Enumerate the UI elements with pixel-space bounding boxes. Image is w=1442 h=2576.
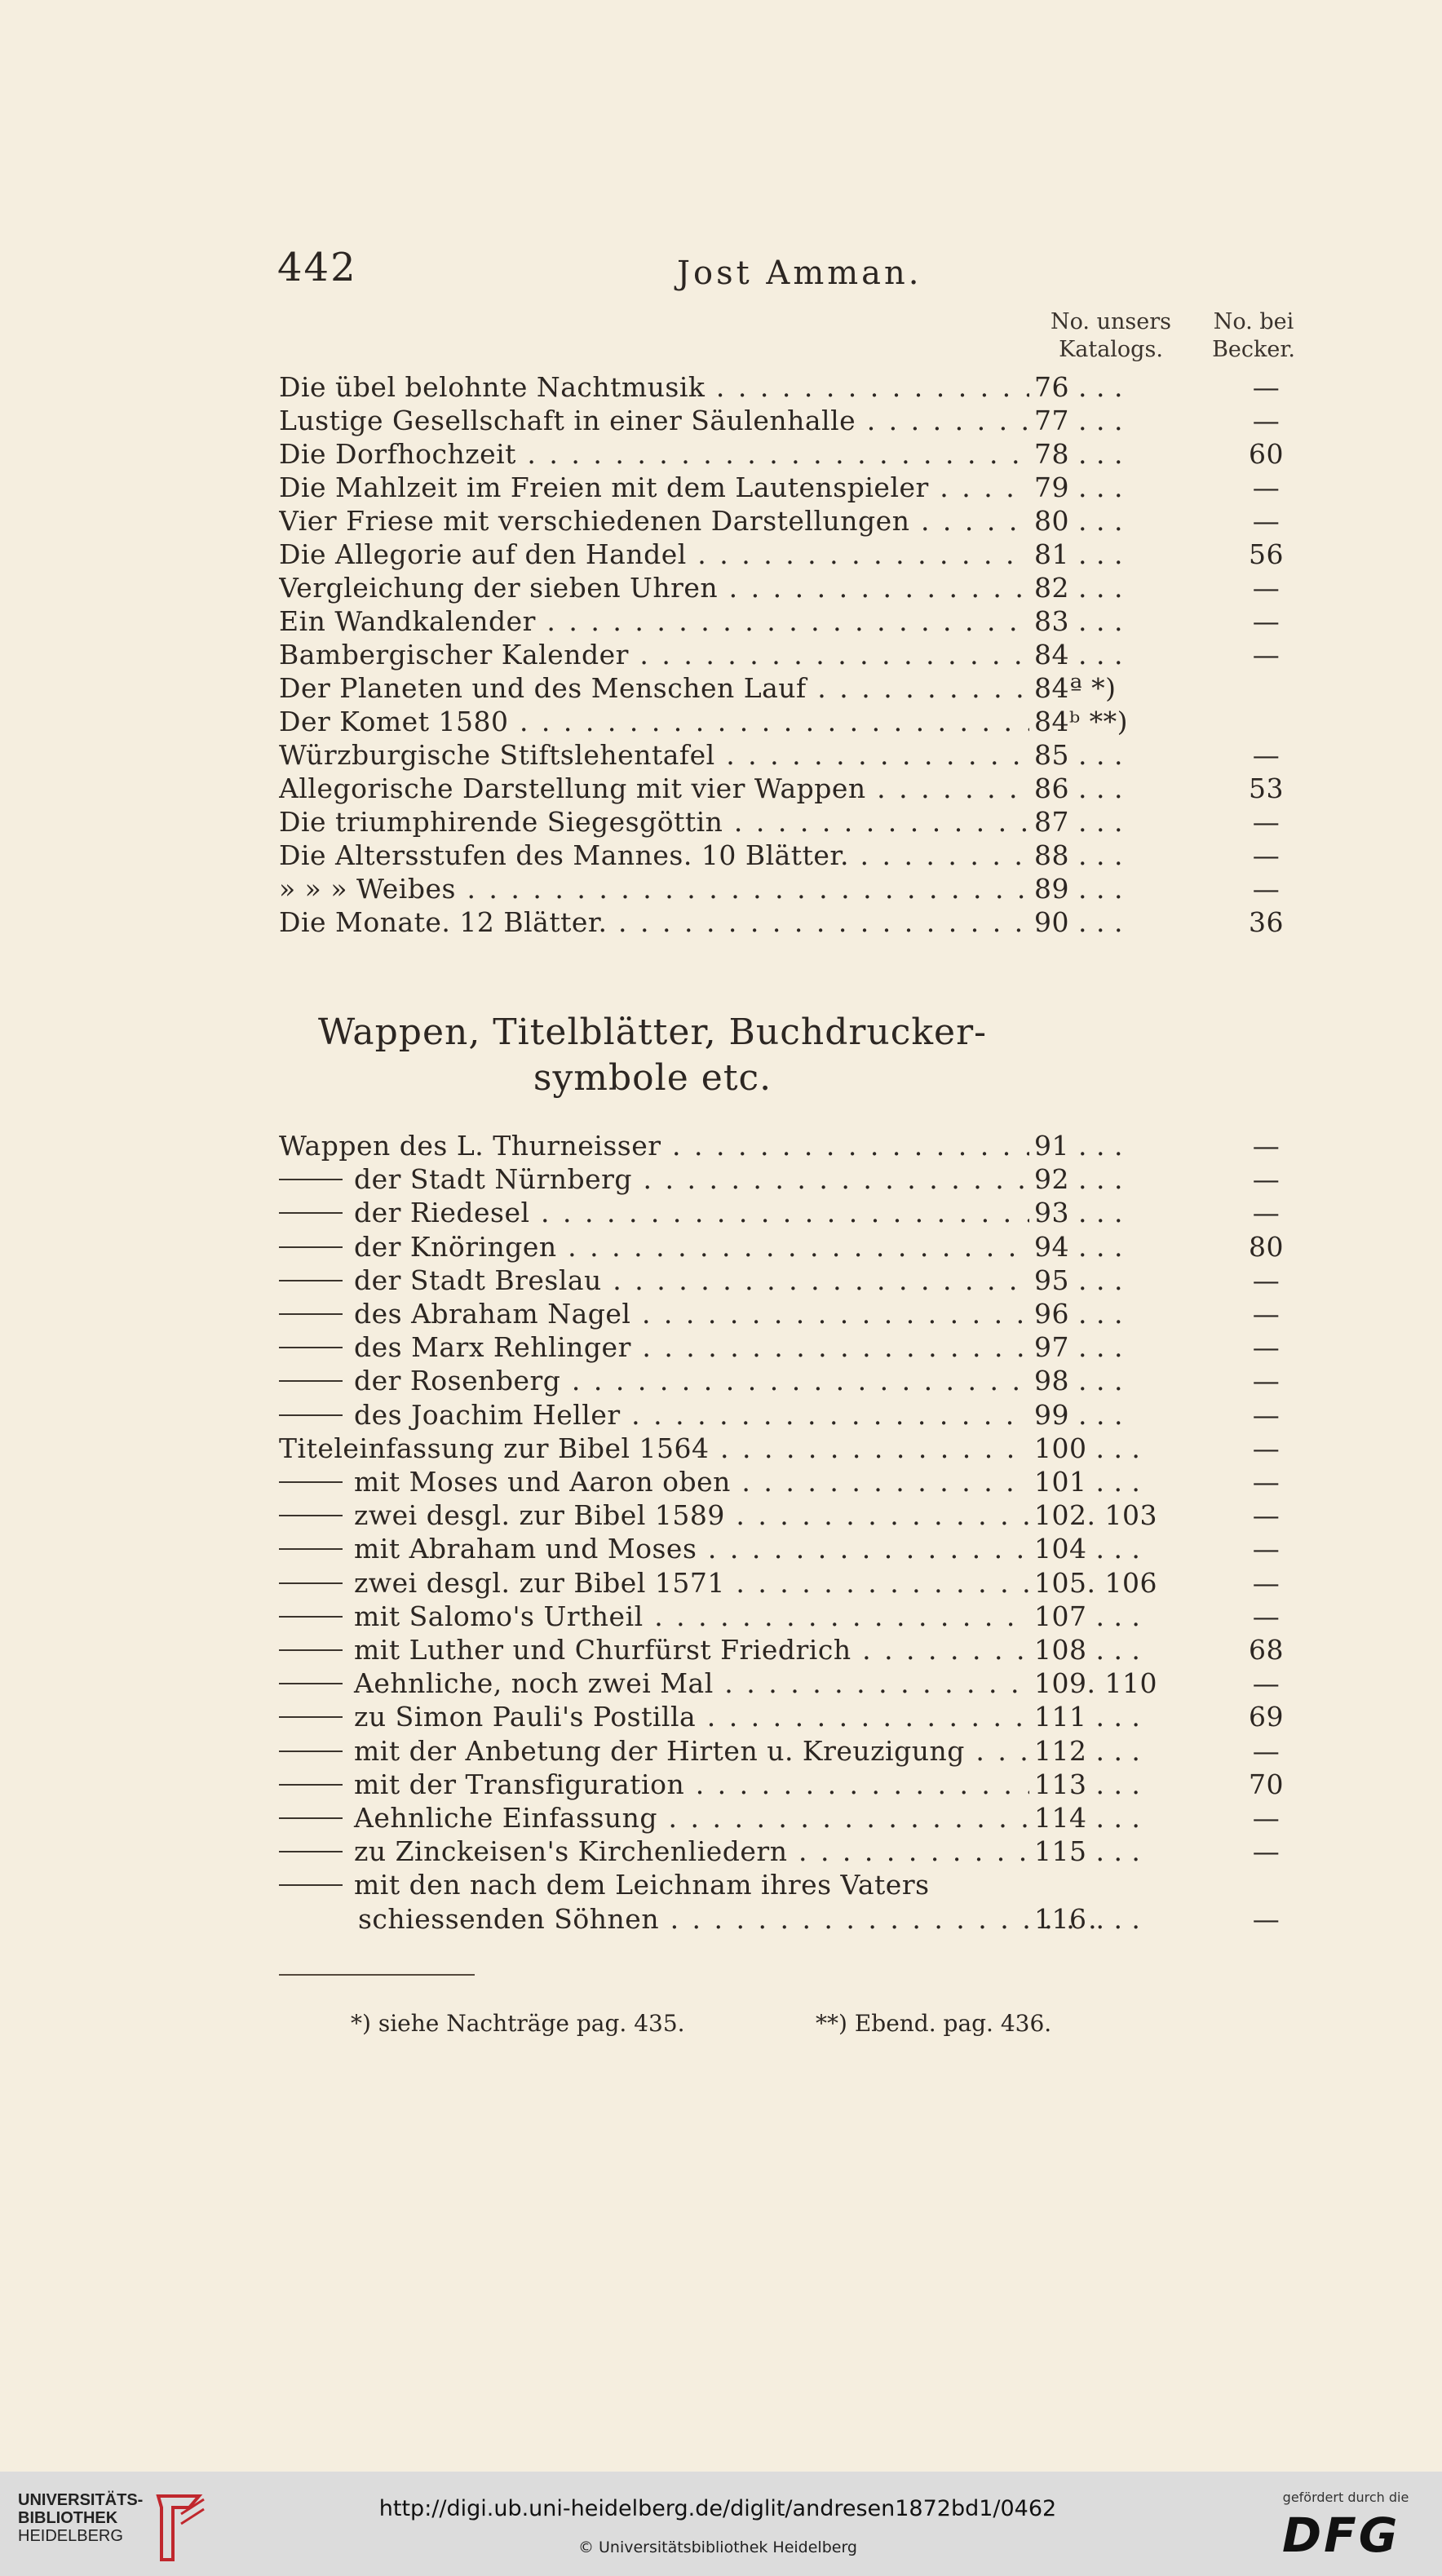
- entry-katalog-number: 101 . . .: [1034, 1466, 1141, 1498]
- entry-title-text: mit der Anbetung der Hirten u. Kreuzigung . . .: [354, 1735, 1029, 1767]
- ditto-dash: [279, 1347, 343, 1348]
- catalog-entry: [0, 1432, 1442, 1465]
- ditto-dash: [279, 1784, 343, 1786]
- entry-title-text: zwei desgl. zur Bibel 1589 . . .: [354, 1499, 1029, 1531]
- library-name-line3: HEIDELBERG: [18, 2527, 123, 2545]
- catalog-entry: [0, 1868, 1442, 1901]
- entry-katalog-number: 83 . . .: [1034, 605, 1123, 637]
- entry-title: [279, 839, 1029, 872]
- entry-katalog-number: 82 . . .: [1034, 572, 1123, 604]
- column-header-katalog-line2: Katalogs.: [1059, 337, 1163, 362]
- catalog-entry: [0, 772, 1442, 805]
- entry-title: [279, 404, 1029, 437]
- entry-title: [279, 1902, 1108, 1936]
- entry-title: [279, 905, 1029, 939]
- footnote-1: *) siehe Nachträge pag. 435.: [351, 2010, 685, 2037]
- entry-title-text: Die Dorfhochzeit . . .: [279, 438, 1029, 470]
- entry-title-text: mit Abraham und Moses . . .: [354, 1533, 1029, 1565]
- entry-title: [279, 1230, 1029, 1264]
- entry-katalog-number: 87 . . .: [1034, 806, 1123, 838]
- ditto-dash: [279, 1582, 343, 1584]
- entry-katalog-number: 108 . . .: [1034, 1634, 1141, 1666]
- entry-katalog-number: 92 . . .: [1034, 1163, 1123, 1196]
- entry-title-text: Die übel belohnte Nachtmusik . . .: [279, 371, 1029, 403]
- catalog-entry: [0, 1700, 1442, 1733]
- entry-title: [279, 1700, 1029, 1733]
- entry-becker-number: —: [1252, 1600, 1281, 1632]
- catalog-entry: [0, 1398, 1442, 1432]
- entry-title-text: der Knöringen . . .: [354, 1231, 1029, 1263]
- digitization-footer: [0, 2472, 1442, 2576]
- entry-title: [279, 1666, 1029, 1700]
- entry-title-text: Aehnliche, noch zwei Mal . . .: [354, 1667, 1029, 1699]
- dfg-logo[interactable]: DFG: [1282, 2507, 1400, 2563]
- entry-katalog-number: 76 . . .: [1034, 371, 1123, 403]
- entry-becker-number: —: [1252, 572, 1281, 604]
- library-name-line2: BIBLIOTHEK: [18, 2509, 118, 2527]
- entry-title-text: zwei desgl. zur Bibel 1571 . . .: [354, 1567, 1029, 1599]
- entry-becker-number: —: [1252, 1365, 1281, 1397]
- entry-title-text: Die triumphirende Siegesgöttin . . .: [279, 806, 1029, 838]
- column-header-katalog-line1: No. unsers: [1051, 309, 1171, 334]
- entry-katalog-number: 99 . . .: [1034, 1398, 1123, 1431]
- entry-title-text: Die Mahlzeit im Freien mit dem Lautenspieler . . .: [279, 471, 1029, 503]
- entry-becker-number: 70: [1249, 1768, 1284, 1800]
- entry-katalog-number: 79 . . .: [1034, 471, 1123, 503]
- entry-becker-number: —: [1252, 1533, 1281, 1565]
- entry-title: [279, 1768, 1029, 1801]
- entry-title: [279, 1330, 1029, 1364]
- entry-title: [279, 738, 1029, 772]
- ditto-dash: [279, 1414, 343, 1416]
- library-logo[interactable]: [18, 2491, 214, 2556]
- entry-title: [279, 1633, 1029, 1666]
- entry-becker-number: —: [1252, 1331, 1281, 1364]
- catalog-entry: [0, 404, 1442, 437]
- catalog-entry: [0, 1196, 1442, 1229]
- entry-becker-number: —: [1252, 1163, 1281, 1196]
- entry-katalog-number: 109. 110: [1034, 1667, 1157, 1700]
- entry-title-text: Ein Wandkalender . . .: [279, 605, 1029, 637]
- catalog-entry: [0, 705, 1442, 738]
- entry-katalog-number: 100 . . .: [1034, 1432, 1141, 1464]
- entry-katalog-number: 77 . . .: [1034, 405, 1123, 436]
- entry-title: [279, 1432, 1029, 1465]
- catalog-entry: [0, 1230, 1442, 1264]
- entry-becker-number: —: [1252, 1734, 1281, 1767]
- catalog-entry: [0, 1465, 1442, 1498]
- section-heading-line2: symbole etc.: [533, 1057, 772, 1099]
- entry-title: [279, 437, 1029, 471]
- dfg-caption: gefördert durch die: [1282, 2490, 1409, 2505]
- entry-katalog-number: 97 . . .: [1034, 1331, 1123, 1364]
- entry-title: [279, 872, 1029, 905]
- entry-becker-number: —: [1252, 1802, 1281, 1834]
- entry-becker-number: 69: [1249, 1701, 1284, 1733]
- entry-title: [279, 604, 1029, 638]
- section-heading-line1: Wappen, Titelblätter, Buchdrucker-: [317, 1011, 987, 1053]
- entry-katalog-number: 91 . . .: [1034, 1130, 1123, 1162]
- column-header-becker-line2: Becker.: [1212, 337, 1295, 362]
- copyright-notice: © Universitätsbibliothek Heidelberg: [577, 2538, 857, 2556]
- entry-title: [279, 1801, 1029, 1835]
- entry-title-text: Die Allegorie auf den Handel . . .: [279, 538, 1029, 570]
- entry-title: [279, 1734, 1029, 1768]
- entry-title-text: Bambergischer Kalender . . .: [279, 639, 1029, 671]
- entry-katalog-number: 114 . . .: [1034, 1802, 1141, 1834]
- entry-title: [279, 1600, 1029, 1633]
- ditto-dash: [279, 1548, 343, 1550]
- entry-title: [279, 1264, 1029, 1297]
- entry-katalog-number: 89 . . .: [1034, 873, 1123, 905]
- ditto-dash: [279, 1246, 343, 1248]
- entry-title-text: mit Luther und Churfürst Friedrich . . .: [354, 1634, 1029, 1666]
- entry-title-text: Die Altersstufen des Mannes. 10 Blätter. . . .: [279, 839, 1029, 871]
- entry-title: [279, 504, 1029, 538]
- entry-title-text: mit den nach dem Leichnam ihres Vaters: [354, 1869, 930, 1901]
- entry-becker-number: —: [1252, 1835, 1281, 1868]
- entry-title-text: mit Moses und Aaron oben . . .: [354, 1466, 1029, 1498]
- entry-title-text: Aehnliche Einfassung . . .: [354, 1802, 1029, 1834]
- catalog-entry: [0, 437, 1442, 471]
- ditto-dash: [279, 1851, 343, 1852]
- ditto-dash: [279, 1212, 343, 1214]
- catalog-entry: [0, 538, 1442, 571]
- entry-becker-number: 53: [1249, 772, 1284, 804]
- catalog-entry: [0, 1666, 1442, 1700]
- entry-becker-number: —: [1252, 839, 1281, 871]
- entry-title: [279, 1868, 1029, 1901]
- entry-title: [279, 1162, 1029, 1196]
- entry-katalog-number: 112 . . .: [1034, 1734, 1141, 1767]
- entry-becker-number: —: [1252, 1902, 1281, 1935]
- entry-title: [279, 1129, 1029, 1162]
- ditto-dash: [279, 1884, 343, 1886]
- catalog-entry: [0, 1264, 1442, 1297]
- entry-katalog-number: 116 . . .: [1034, 1902, 1141, 1935]
- catalog-entry: [0, 1498, 1442, 1532]
- entry-katalog-number: 84 . . .: [1034, 639, 1123, 671]
- entry-becker-number: —: [1252, 1197, 1281, 1229]
- entry-becker-number: 80: [1249, 1230, 1284, 1263]
- catalog-entry: [0, 872, 1442, 905]
- catalog-entry: [0, 905, 1442, 939]
- column-header-becker: [1196, 308, 1312, 364]
- entry-becker-number: —: [1252, 371, 1281, 403]
- entry-becker-number: 60: [1249, 438, 1284, 470]
- library-name-line1: UNIVERSITÄTS-: [18, 2491, 144, 2509]
- entry-becker-number: —: [1252, 1466, 1281, 1498]
- entry-katalog-number: 81 . . .: [1034, 538, 1123, 570]
- entry-title-text: Vier Friese mit verschiedenen Darstellungen . . .: [279, 505, 1029, 537]
- entry-katalog-number: 80 . . .: [1034, 505, 1123, 537]
- section-heading: [277, 1010, 1028, 1101]
- ditto-dash: [279, 1380, 343, 1382]
- catalog-entry: [0, 1532, 1442, 1565]
- entry-becker-number: —: [1252, 1566, 1281, 1599]
- entry-title: [279, 1364, 1029, 1397]
- entry-becker-number: —: [1252, 605, 1281, 637]
- ditto-dash: [279, 1683, 343, 1684]
- catalog-entry: [0, 738, 1442, 772]
- entry-becker-number: —: [1252, 1398, 1281, 1431]
- catalog-entry: [0, 1835, 1442, 1868]
- catalog-entry: [0, 1364, 1442, 1397]
- entry-becker-number: —: [1252, 873, 1281, 905]
- library-mark-icon: [140, 2491, 214, 2565]
- catalog-entry: [0, 1600, 1442, 1633]
- entry-katalog-number: 93 . . .: [1034, 1197, 1123, 1229]
- entry-becker-number: —: [1252, 806, 1281, 838]
- entry-title: [279, 1398, 1029, 1432]
- entry-katalog-number: 95 . . .: [1034, 1264, 1123, 1296]
- ditto-dash: [279, 1616, 343, 1618]
- entry-becker-number: —: [1252, 1432, 1281, 1464]
- catalog-entry: [0, 1297, 1442, 1330]
- entry-title-text: der Rosenberg . . .: [354, 1365, 1029, 1396]
- entry-title: [279, 1532, 1029, 1565]
- catalog-entry: [0, 1129, 1442, 1162]
- catalog-entry: [0, 805, 1442, 839]
- entry-becker-number: —: [1252, 471, 1281, 503]
- entry-title-text: des Abraham Nagel . . .: [354, 1298, 1029, 1330]
- entry-title-text: des Joachim Heller . . .: [354, 1399, 1029, 1431]
- entry-katalog-number: 90 . . .: [1034, 906, 1123, 938]
- entry-becker-number: —: [1252, 405, 1281, 436]
- entry-katalog-number: 84ᵇ **): [1034, 706, 1129, 737]
- entry-title-text: des Marx Rehlinger . . .: [354, 1331, 1029, 1363]
- ditto-dash: [279, 1481, 343, 1483]
- entry-katalog-number: 105. 106: [1034, 1566, 1157, 1599]
- entry-title-text: » » » Weibes . . .: [279, 873, 1029, 905]
- entry-becker-number: —: [1252, 1130, 1281, 1162]
- entry-title-text: Allegorische Darstellung mit vier Wappen . . .: [279, 772, 1029, 804]
- entry-becker-number: 68: [1249, 1634, 1284, 1666]
- running-title: Jost Amman.: [677, 255, 922, 292]
- entry-katalog-number: 98 . . .: [1034, 1365, 1123, 1397]
- entry-katalog-number: 102. 103: [1034, 1499, 1157, 1532]
- entry-title-text: der Riedesel . . .: [354, 1197, 1029, 1228]
- entry-title: [279, 805, 1029, 839]
- entry-title: [279, 1196, 1029, 1229]
- entry-title-text: Lustige Gesellschaft in einer Säulenhalle . . .: [279, 405, 1029, 436]
- entry-title-text: Vergleichung der sieben Uhren . . .: [279, 572, 1029, 604]
- ditto-dash: [279, 1313, 343, 1315]
- entry-title: [279, 471, 1029, 504]
- entry-becker-number: —: [1252, 739, 1281, 771]
- ditto-dash: [279, 1179, 343, 1180]
- catalog-entry: [0, 1801, 1442, 1835]
- entry-katalog-number: 85 . . .: [1034, 739, 1123, 771]
- catalog-entry: [0, 370, 1442, 404]
- entry-becker-number: —: [1252, 505, 1281, 537]
- entry-becker-number: 36: [1249, 906, 1284, 938]
- catalog-entry: [0, 839, 1442, 872]
- entry-title: [279, 1566, 1029, 1600]
- entry-title-text: Die Monate. 12 Blätter. . . .: [279, 906, 1029, 938]
- entry-katalog-number: 84ª *): [1034, 672, 1117, 704]
- entry-becker-number: 56: [1249, 538, 1284, 570]
- entry-title: [279, 538, 1029, 571]
- entry-title-text: zu Zinckeisen's Kirchenliedern . . .: [354, 1835, 1029, 1867]
- entry-katalog-number: 78 . . .: [1034, 438, 1123, 470]
- catalog-entry: [0, 1902, 1442, 1936]
- entry-becker-number: —: [1252, 1667, 1281, 1700]
- catalog-entry: [0, 504, 1442, 538]
- entry-title: [279, 1835, 1029, 1868]
- entry-becker-number: —: [1252, 1298, 1281, 1330]
- ditto-dash: [279, 1649, 343, 1651]
- ditto-dash: [279, 1515, 343, 1516]
- entry-becker-number: —: [1252, 639, 1281, 671]
- footnote-2: **) Ebend. pag. 436.: [816, 2010, 1052, 2037]
- entry-title: [279, 1498, 1029, 1532]
- entry-katalog-number: 86 . . .: [1034, 772, 1123, 804]
- footnote-rule: [279, 1974, 475, 1976]
- catalog-entry: [0, 1768, 1442, 1801]
- page-number: 442: [277, 245, 357, 290]
- entry-title-text: der Stadt Nürnberg . . .: [354, 1163, 1029, 1195]
- catalog-entry: [0, 571, 1442, 604]
- ditto-dash: [279, 1280, 343, 1281]
- column-header-katalog: [1029, 308, 1192, 364]
- entry-becker-number: —: [1252, 1499, 1281, 1532]
- page-url-link[interactable]: http://digi.ub.uni-heidelberg.de/diglit/andresen1872bd1/0462: [378, 2496, 1057, 2521]
- ditto-dash: [279, 1751, 343, 1752]
- entry-katalog-number: 113 . . .: [1034, 1768, 1141, 1800]
- entry-title-text: zu Simon Pauli's Postilla . . .: [354, 1701, 1029, 1733]
- catalog-entry: [0, 638, 1442, 671]
- column-header-becker-line1: No. bei: [1213, 309, 1294, 334]
- entry-katalog-number: 94 . . .: [1034, 1230, 1123, 1263]
- entry-title-text: mit Salomo's Urtheil . . .: [354, 1600, 1029, 1632]
- entry-title: [279, 772, 1029, 805]
- catalog-entry: [0, 1633, 1442, 1666]
- entry-katalog-number: 115 . . .: [1034, 1835, 1141, 1868]
- entry-katalog-number: 111 . . .: [1034, 1701, 1141, 1733]
- ditto-dash: [279, 1817, 343, 1819]
- entry-katalog-number: 104 . . .: [1034, 1533, 1141, 1565]
- ditto-dash: [279, 1716, 343, 1718]
- entry-title-text: Der Komet 1580 . . .: [279, 706, 1029, 737]
- catalog-entry: [0, 1566, 1442, 1600]
- catalog-entry: [0, 1734, 1442, 1768]
- entry-title: [279, 671, 1029, 705]
- entry-becker-number: —: [1252, 1264, 1281, 1296]
- entry-title: [279, 1297, 1029, 1330]
- entry-title-text: Wappen des L. Thurneisser . . .: [279, 1130, 1029, 1162]
- entry-title: [279, 370, 1029, 404]
- entry-title: [279, 1465, 1029, 1498]
- catalog-entry: [0, 1330, 1442, 1364]
- entry-title-text: mit der Transfiguration . . .: [354, 1768, 1029, 1800]
- entry-title-text: der Stadt Breslau . . .: [354, 1264, 1029, 1296]
- entry-katalog-number: 88 . . .: [1034, 839, 1123, 871]
- entry-katalog-number: 107 . . .: [1034, 1600, 1141, 1632]
- entry-title: [279, 638, 1029, 671]
- entry-title: [279, 571, 1029, 604]
- entry-title-text: Würzburgische Stiftslehentafel . . .: [279, 739, 1029, 771]
- entry-title-text: Titeleinfassung zur Bibel 1564 . . .: [279, 1432, 1029, 1464]
- catalog-entry: [0, 671, 1442, 705]
- entry-title-text: Der Planeten und des Menschen Lauf . . .: [279, 672, 1029, 704]
- catalog-entry: [0, 471, 1442, 504]
- entry-katalog-number: 96 . . .: [1034, 1298, 1123, 1330]
- entry-title: [279, 705, 1029, 738]
- catalog-entry: [0, 604, 1442, 638]
- entry-title-text: schiessenden Söhnen . . .: [358, 1903, 1108, 1935]
- catalog-entry: [0, 1162, 1442, 1196]
